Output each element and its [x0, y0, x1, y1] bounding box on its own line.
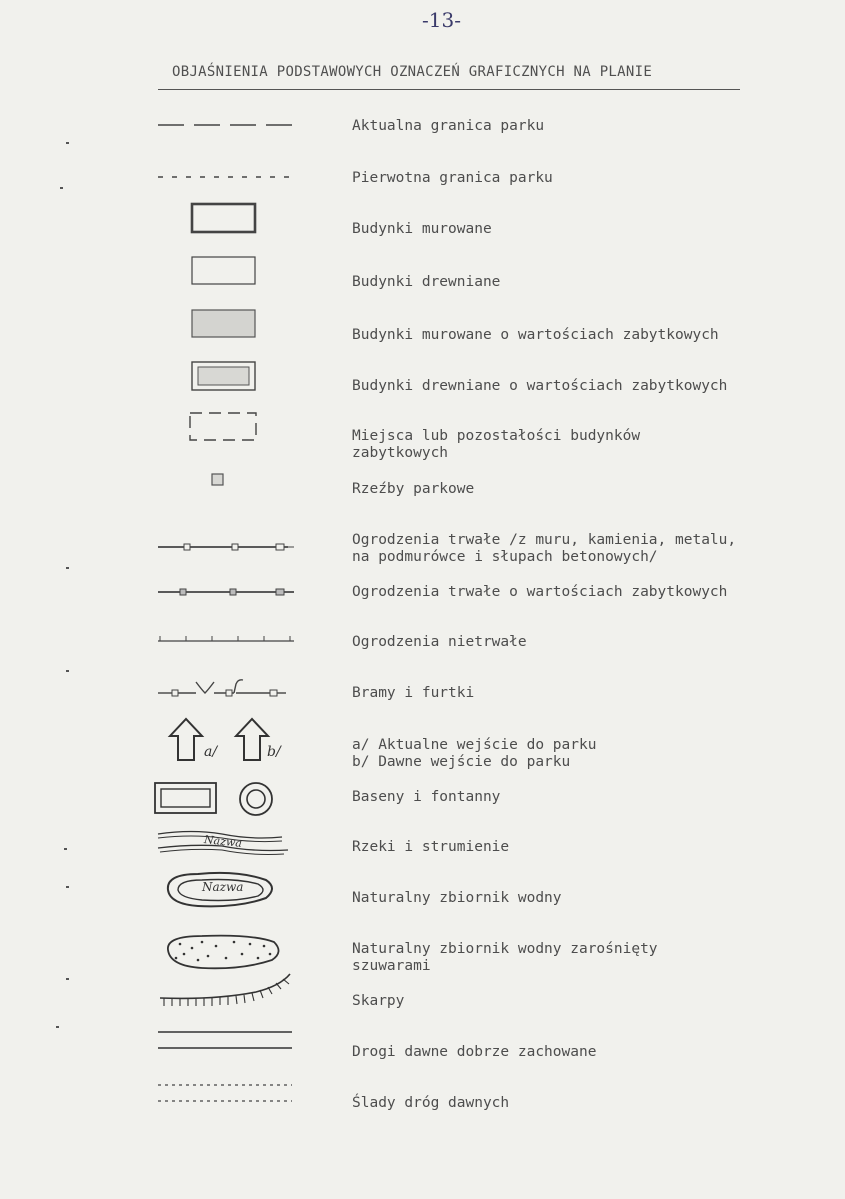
historic-wooden-building-symbol	[190, 360, 258, 392]
margin-mark	[66, 886, 69, 888]
legend-label-brick-buildings: Budynki murowane	[352, 221, 492, 237]
current-entrance-arrow-icon	[166, 716, 208, 764]
legend-label-historic-wooden-buildings: Budynki drewniane o wartościach zabytkowych	[352, 378, 728, 394]
legend-label-permanent-fences-1: Ogrodzenia trwałe /z muru, kamienia, metalu,	[352, 532, 737, 548]
margin-mark	[66, 978, 69, 980]
well-preserved-road-symbol	[156, 1028, 296, 1054]
legend-label-entrance-a: a/ Aktualne wejście do parku	[352, 737, 597, 753]
legend-label-overgrown-water-1: Naturalny zbiornik wodny zarośnięty	[352, 941, 658, 957]
legend-label-sculptures: Rzeźby parkowe	[352, 481, 475, 497]
legend-label-road-traces: Ślady dróg dawnych	[352, 1095, 510, 1111]
legend-label-entrance-b: b/ Dawne wejście do parku	[352, 754, 571, 770]
brick-building-symbol	[190, 202, 258, 234]
page-title: OBJAŚNIENIA PODSTAWOWYCH OZNACZEŃ GRAFICZNYCH NA PLANIE	[172, 64, 653, 80]
margin-mark	[66, 670, 69, 672]
fountain-symbol	[236, 780, 276, 818]
margin-mark	[56, 1026, 59, 1028]
legend-label-preserved-roads: Drogi dawne dobrze zachowane	[352, 1044, 597, 1060]
legend-label-wooden-buildings: Budynki drewniane	[352, 274, 501, 290]
permanent-fence-symbol	[158, 540, 298, 554]
gate-symbol	[158, 676, 298, 700]
river-name-label: Nazwa	[203, 833, 243, 850]
lake-name-label: Nazwa	[202, 880, 244, 894]
title-underline	[158, 89, 740, 90]
original-park-boundary-symbol	[158, 170, 298, 184]
legend-label-gates: Bramy i furtki	[352, 685, 475, 701]
margin-mark	[60, 187, 63, 189]
current-park-boundary-symbol	[158, 118, 298, 132]
legend-label-pools: Baseny i fontanny	[352, 789, 501, 805]
legend-label-historic-brick-buildings: Budynki murowane o wartościach zabytkowych	[352, 327, 719, 343]
temporary-fence-symbol	[158, 634, 298, 646]
legend-label-historic-fences: Ogrodzenia trwałe o wartościach zabytkowych	[352, 584, 728, 600]
pool-symbol	[152, 780, 222, 818]
overgrown-water-body-symbol	[162, 930, 286, 972]
legend-label-escarpments: Skarpy	[352, 993, 405, 1009]
legend-label-overgrown-water-2: szuwarami	[352, 958, 431, 974]
road-traces-symbol	[156, 1080, 296, 1106]
escarpment-symbol	[156, 970, 296, 1012]
margin-mark	[66, 567, 69, 569]
historic-brick-building-symbol	[190, 308, 258, 340]
legend-label-natural-water: Naturalny zbiornik wodny	[352, 890, 562, 906]
margin-mark	[64, 848, 67, 850]
legend-label-permanent-fences-2: na podmurówce i słupach betonowych/	[352, 549, 658, 565]
page-number: -13-	[422, 8, 461, 32]
historic-permanent-fence-symbol	[158, 585, 298, 599]
margin-mark	[66, 142, 69, 144]
legend-label-original-boundary: Pierwotna granica parku	[352, 170, 553, 186]
legend-label-temporary-fences: Ogrodzenia nietrwałe	[352, 634, 527, 650]
building-remains-symbol	[188, 410, 260, 444]
wooden-building-symbol	[190, 255, 258, 287]
legend-label-building-remains-1: Miejsca lub pozostałości budynków	[352, 428, 641, 444]
park-sculpture-symbol	[210, 472, 226, 488]
entrance-label-a: a/	[204, 744, 218, 760]
legend-label-building-remains-2: zabytkowych	[352, 445, 449, 461]
legend-label-rivers: Rzeki i strumienie	[352, 839, 510, 855]
entrance-label-b: b/	[267, 744, 281, 760]
legend-label-current-boundary: Aktualna granica parku	[352, 118, 545, 134]
